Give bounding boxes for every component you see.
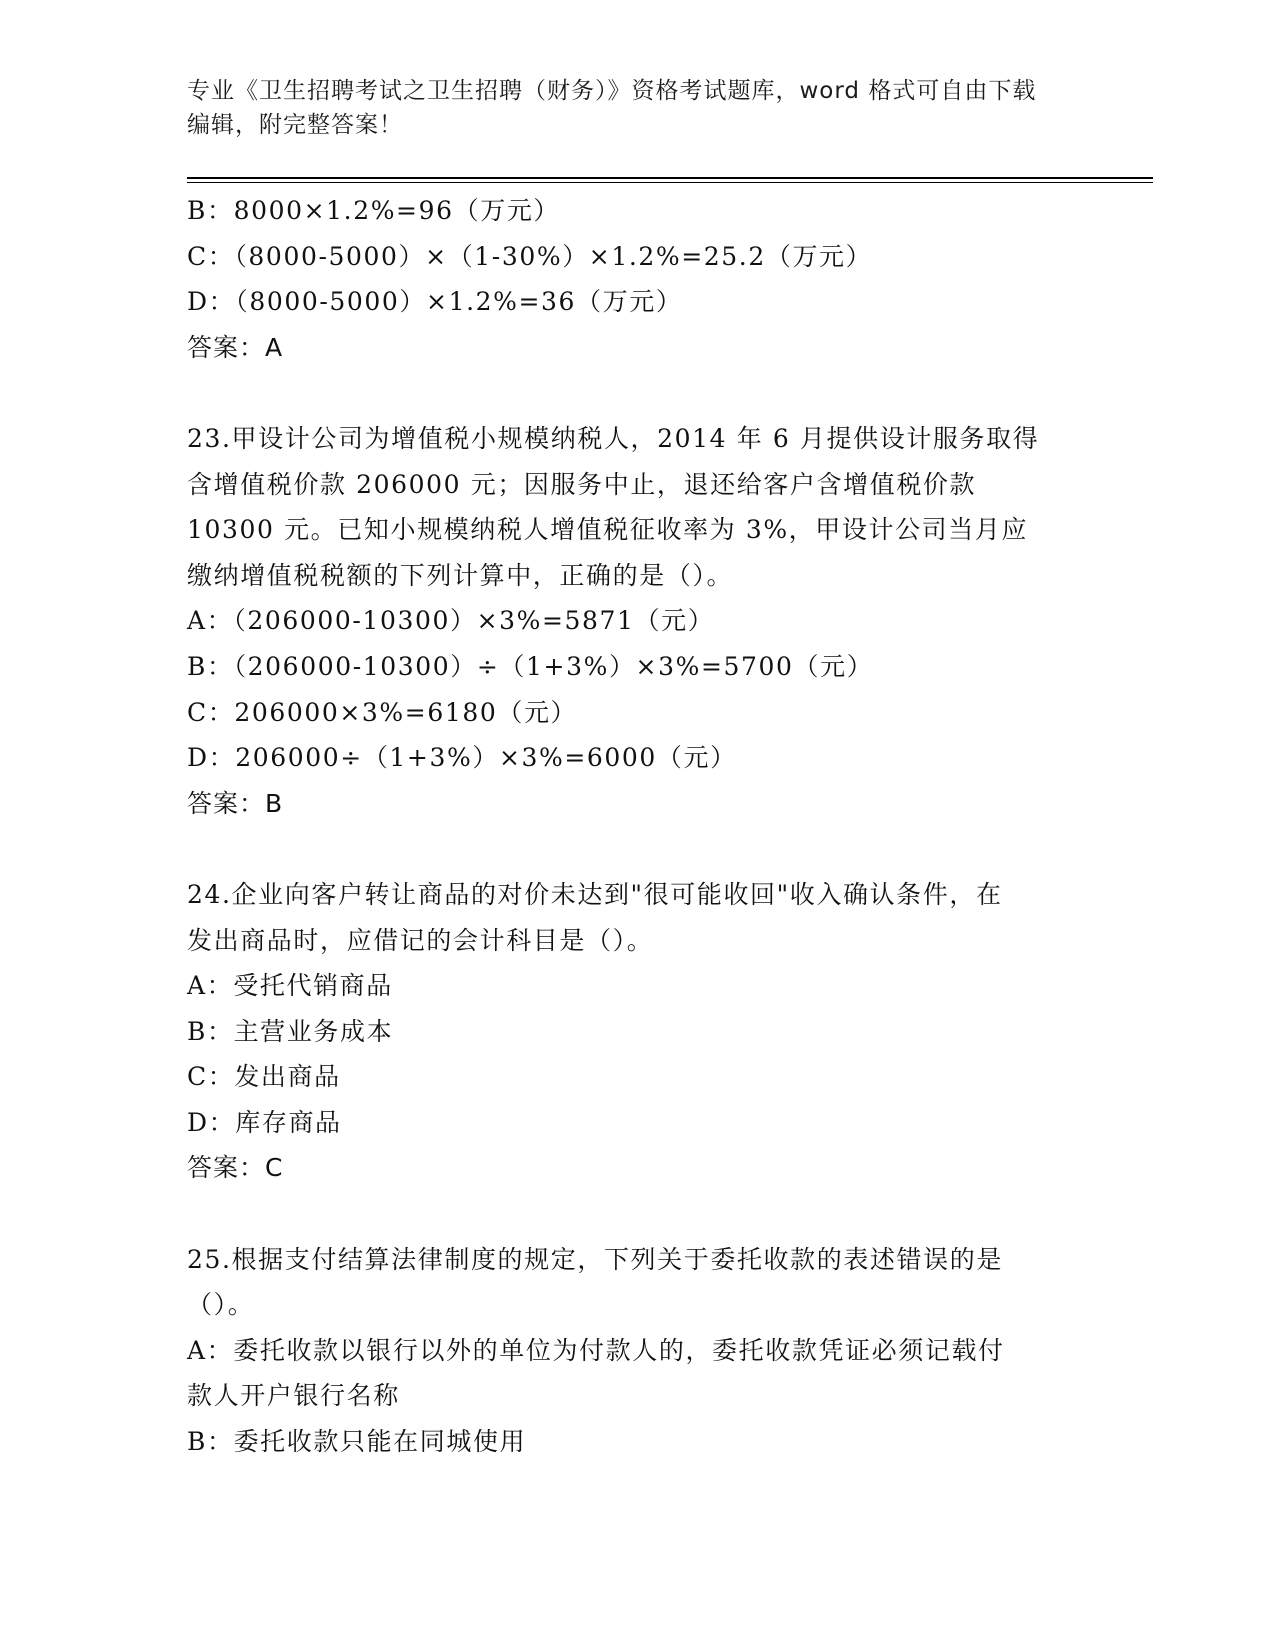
spacer: [187, 370, 1087, 416]
q23-option-b: B：（206000-10300）÷（1+3%）×3%=5700（元）: [187, 651, 874, 681]
q24-stem-line: 发出商品时，应借记的会计科目是（）。: [187, 925, 654, 955]
q23-stem-line: 含增值税价款 206000 元；因服务中止，退还给客户含增值税价款: [187, 469, 977, 499]
q23-option-d: D：206000÷（1+3%）×3%=6000（元）: [187, 743, 737, 773]
question-content: [187, 188, 1087, 1465]
q24-answer: 答案：C: [187, 1153, 284, 1183]
q25-stem-line: （）。: [187, 1290, 255, 1320]
q23-stem-line: 10300 元。已知小规模纳税人增值税征收率为 3%，甲设计公司当月应: [187, 515, 1029, 545]
q25-option-a-line: 款人开户银行名称: [187, 1381, 400, 1411]
q22-option-b: B：8000×1.2%=96（万元）: [187, 196, 561, 225]
q23-option-c: C：206000×3%=6180（元）: [187, 697, 578, 727]
q25-stem-line: 25.根据支付结算法律制度的规定，下列关于委托收款的表述错误的是: [187, 1244, 1003, 1274]
q24-option-b: B：主营业务成本: [187, 1016, 394, 1046]
header-rule-thick: [187, 177, 1153, 179]
q24-stem-line: 24.企业向客户转让商品的对价未达到"很可能收回"收入确认条件，在: [187, 879, 1003, 909]
header-title-line-1: 专业《卫生招聘考试之卫生招聘（财务）》资格考试题库，word 格式可自由下载: [187, 78, 1037, 104]
q23-stem-line: 23.甲设计公司为增值税小规模纳税人，2014 年 6 月提供设计服务取得: [187, 423, 1040, 453]
q23-option-a: A：（206000-10300）×3%=5871（元）: [187, 606, 715, 636]
q24-option-d: D：库存商品: [187, 1107, 342, 1137]
q22-option-c: C：（8000-5000）×（1-30%）×1.2%=25.2（万元）: [187, 241, 873, 271]
question-22: [187, 188, 1087, 370]
question-25: [187, 1237, 1087, 1465]
spacer: [187, 1191, 1087, 1237]
q25-option-b: B：委托收款只能在同城使用: [187, 1427, 527, 1457]
page-header: [187, 74, 1087, 142]
q24-option-a: A：受托代销商品: [187, 971, 393, 1001]
question-23: [187, 416, 1087, 826]
q23-answer: 答案：B: [187, 788, 284, 818]
q23-stem-line: 缴纳增值税税额的下列计算中，正确的是（）。: [187, 560, 734, 590]
question-24: [187, 872, 1087, 1191]
q22-answer: 答案：A: [187, 332, 284, 362]
header-title-line-2: 编辑，附完整答案！: [187, 112, 403, 138]
header-rule-thin: [187, 182, 1153, 183]
q22-option-d: D：（8000-5000）×1.2%=36（万元）: [187, 287, 683, 317]
spacer: [187, 826, 1087, 872]
q24-option-c: C：发出商品: [187, 1062, 341, 1092]
q25-option-a-line: A：委托收款以银行以外的单位为付款人的，委托收款凭证必须记载付: [187, 1335, 1005, 1365]
